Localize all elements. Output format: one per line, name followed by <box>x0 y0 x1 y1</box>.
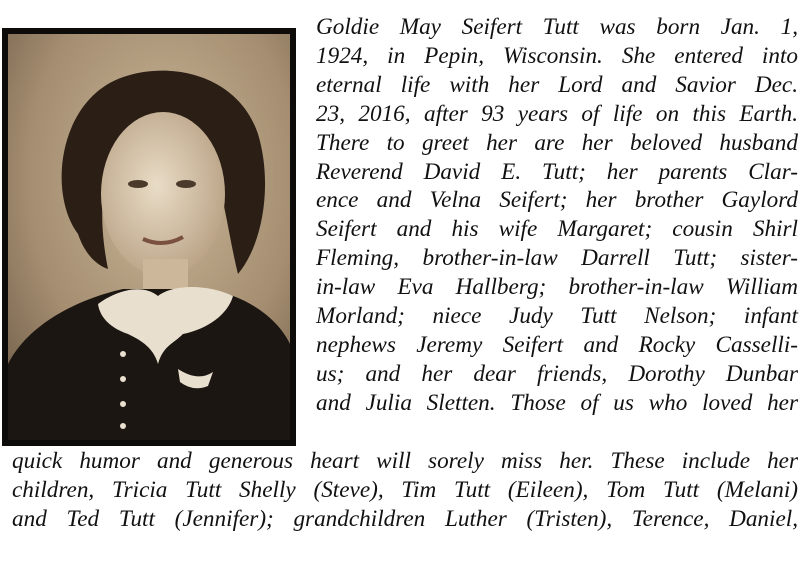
portrait-photo-frame <box>2 28 296 446</box>
text-line: 1924, in Pepin, Wisconsin. She entered into <box>316 42 798 69</box>
portrait-photo <box>8 34 290 440</box>
obituary-text-full-width <box>12 447 798 534</box>
text-line: There to greet her are her beloved husband <box>316 129 798 156</box>
obituary-text-beside-photo <box>316 13 798 418</box>
text-line: and Julia Sletten. Those of us who loved her <box>316 389 798 416</box>
text-line: Morland; niece Judy Tutt Nelson; infant <box>316 303 798 330</box>
text-line: nephews Jeremy Seifert and Rocky Casselli- <box>316 331 798 358</box>
text-line: Goldie May Seifert Tutt was born Jan. 1, <box>316 14 798 40</box>
text-line: in-law Eva Hallberg; brother-in-law William <box>316 274 798 301</box>
text-line: 23, 2016, after 93 years of life on this Earth. <box>316 100 798 127</box>
text-line: ence and Velna Seifert; her brother Gaylord <box>316 187 798 214</box>
text-line: us; and her dear friends, Dorothy Dunbar <box>316 360 798 387</box>
text-line: Reverend David E. Tutt; her parents Clar- <box>316 158 798 185</box>
text-line: children, Tricia Tutt Shelly (Steve), Tim Tutt (Eileen), Tom Tutt (Melani) <box>12 476 798 503</box>
text-line: quick humor and generous heart will sorely miss her. These include her <box>12 448 798 474</box>
text-line: Fleming, brother-in-law Darrell Tutt; sister- <box>316 245 798 272</box>
text-line: eternal life with her Lord and Savior Dec. <box>316 71 798 98</box>
text-line: and Ted Tutt (Jennifer); grandchildren Luther (Tristen), Terence, Daniel, <box>12 505 798 532</box>
text-line: Seifert and his wife Margaret; cousin Shirl <box>316 216 798 243</box>
